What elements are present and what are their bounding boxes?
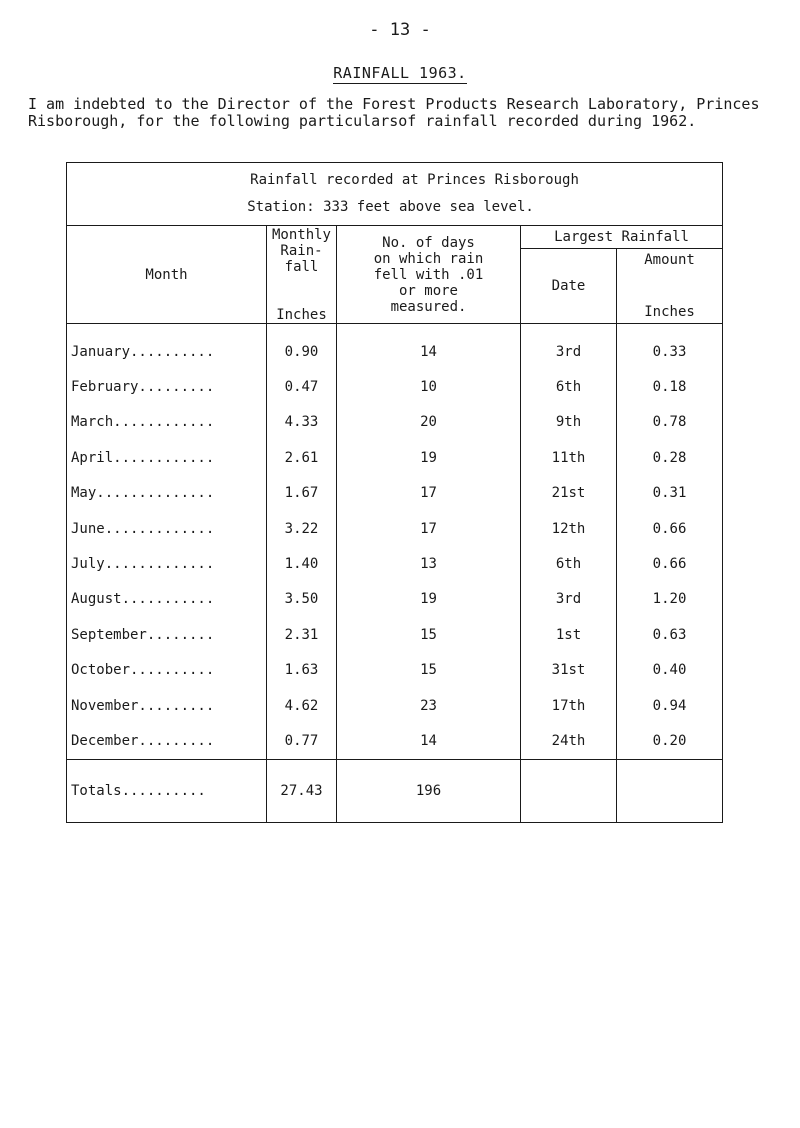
row-date: 9th	[521, 405, 617, 440]
row-amount: 0.94	[617, 688, 723, 723]
row-date: 21st	[521, 476, 617, 511]
row-days: 23	[337, 688, 521, 723]
rainfall-table	[66, 162, 723, 823]
row-rainfall: 0.90	[267, 324, 337, 370]
header-days-line3: fell with .01	[373, 266, 484, 283]
row-date: 24th	[521, 723, 617, 759]
header-monthly-units: Inches	[276, 306, 327, 323]
row-month: December.........	[67, 723, 267, 759]
table-row	[67, 723, 723, 759]
row-amount: 0.20	[617, 723, 723, 759]
row-month: January..........	[67, 324, 267, 370]
row-rainfall: 1.63	[267, 653, 337, 688]
row-days: 19	[337, 440, 521, 475]
page-heading-text: RAINFALL 1963.	[333, 64, 467, 82]
row-amount: 0.40	[617, 653, 723, 688]
row-amount: 0.18	[617, 369, 723, 404]
row-date: 6th	[521, 546, 617, 581]
row-amount: 0.31	[617, 476, 723, 511]
row-date: 17th	[521, 688, 617, 723]
row-days: 19	[337, 582, 521, 617]
row-month: June.............	[67, 511, 267, 546]
header-amount	[617, 249, 723, 324]
row-month: September........	[67, 617, 267, 652]
row-amount: 1.20	[617, 582, 723, 617]
row-month: November.........	[67, 688, 267, 723]
table-row	[67, 476, 723, 511]
header-days-line1: No. of days	[382, 234, 475, 251]
header-monthly-line3: fall	[284, 258, 319, 275]
row-rainfall: 3.22	[267, 511, 337, 546]
header-amount-units: Inches	[644, 304, 695, 320]
table-row	[67, 582, 723, 617]
row-rainfall: 4.62	[267, 688, 337, 723]
row-rainfall: 4.33	[267, 405, 337, 440]
table-row	[67, 653, 723, 688]
totals-row	[67, 759, 723, 822]
row-date: 1st	[521, 617, 617, 652]
caption-line-2: Station: 333 feet above sea level.	[247, 199, 534, 215]
totals-rainfall: 27.43	[267, 759, 337, 822]
totals-label: Totals..........	[67, 759, 267, 822]
totals-days: 196	[337, 759, 521, 822]
row-days: 13	[337, 546, 521, 581]
row-days: 14	[337, 324, 521, 370]
row-month: March............	[67, 405, 267, 440]
row-date: 3rd	[521, 582, 617, 617]
table-row	[67, 369, 723, 404]
row-days: 14	[337, 723, 521, 759]
row-rainfall: 0.47	[267, 369, 337, 404]
row-rainfall: 0.77	[267, 723, 337, 759]
row-days: 15	[337, 653, 521, 688]
row-days: 10	[337, 369, 521, 404]
row-amount: 0.66	[617, 546, 723, 581]
page-number: - 13 -	[369, 20, 431, 40]
row-month: October..........	[67, 653, 267, 688]
row-rainfall: 2.61	[267, 440, 337, 475]
header-days-line4: or more	[398, 282, 458, 299]
header-month: Month	[67, 226, 267, 324]
header-monthly-rainfall	[267, 226, 337, 324]
header-largest-rainfall: Largest Rainfall	[521, 226, 723, 249]
row-amount: 0.33	[617, 324, 723, 370]
row-month: August...........	[67, 582, 267, 617]
header-date: Date	[521, 249, 617, 324]
row-days: 15	[337, 617, 521, 652]
page-heading	[0, 64, 800, 82]
row-amount: 0.63	[617, 617, 723, 652]
row-month: July.............	[67, 546, 267, 581]
table-caption	[67, 163, 723, 226]
table-row	[67, 688, 723, 723]
header-amount-label: Amount	[644, 252, 695, 268]
table-row	[67, 324, 723, 370]
header-days-line2: on which rain	[373, 250, 484, 267]
caption-line-1: Rainfall recorded at Princes Risborough	[250, 172, 579, 188]
table-row	[67, 440, 723, 475]
totals-date-empty	[521, 759, 617, 822]
row-month: April............	[67, 440, 267, 475]
row-rainfall: 3.50	[267, 582, 337, 617]
row-amount: 0.66	[617, 511, 723, 546]
row-rainfall: 1.67	[267, 476, 337, 511]
row-amount: 0.28	[617, 440, 723, 475]
row-rainfall: 2.31	[267, 617, 337, 652]
row-days: 20	[337, 405, 521, 440]
row-date: 3rd	[521, 324, 617, 370]
header-days-line5: measured.	[390, 298, 467, 315]
header-monthly-line2: Rain-	[280, 242, 323, 259]
table-row	[67, 511, 723, 546]
table-row	[67, 546, 723, 581]
header-monthly-line1: Monthly	[271, 226, 331, 243]
table-row	[67, 405, 723, 440]
row-rainfall: 1.40	[267, 546, 337, 581]
row-date: 12th	[521, 511, 617, 546]
totals-amount-empty	[617, 759, 723, 822]
table-row	[67, 617, 723, 652]
row-month: February.........	[67, 369, 267, 404]
row-month: May..............	[67, 476, 267, 511]
row-days: 17	[337, 476, 521, 511]
intro-paragraph: I am indebted to the Director of the Forest Products Research Laboratory, Princes Risborough, for the following particularsof rainfall recorded during 1962.	[28, 95, 760, 130]
row-amount: 0.78	[617, 405, 723, 440]
header-days	[337, 226, 521, 324]
row-days: 17	[337, 511, 521, 546]
row-date: 6th	[521, 369, 617, 404]
row-date: 11th	[521, 440, 617, 475]
row-date: 31st	[521, 653, 617, 688]
